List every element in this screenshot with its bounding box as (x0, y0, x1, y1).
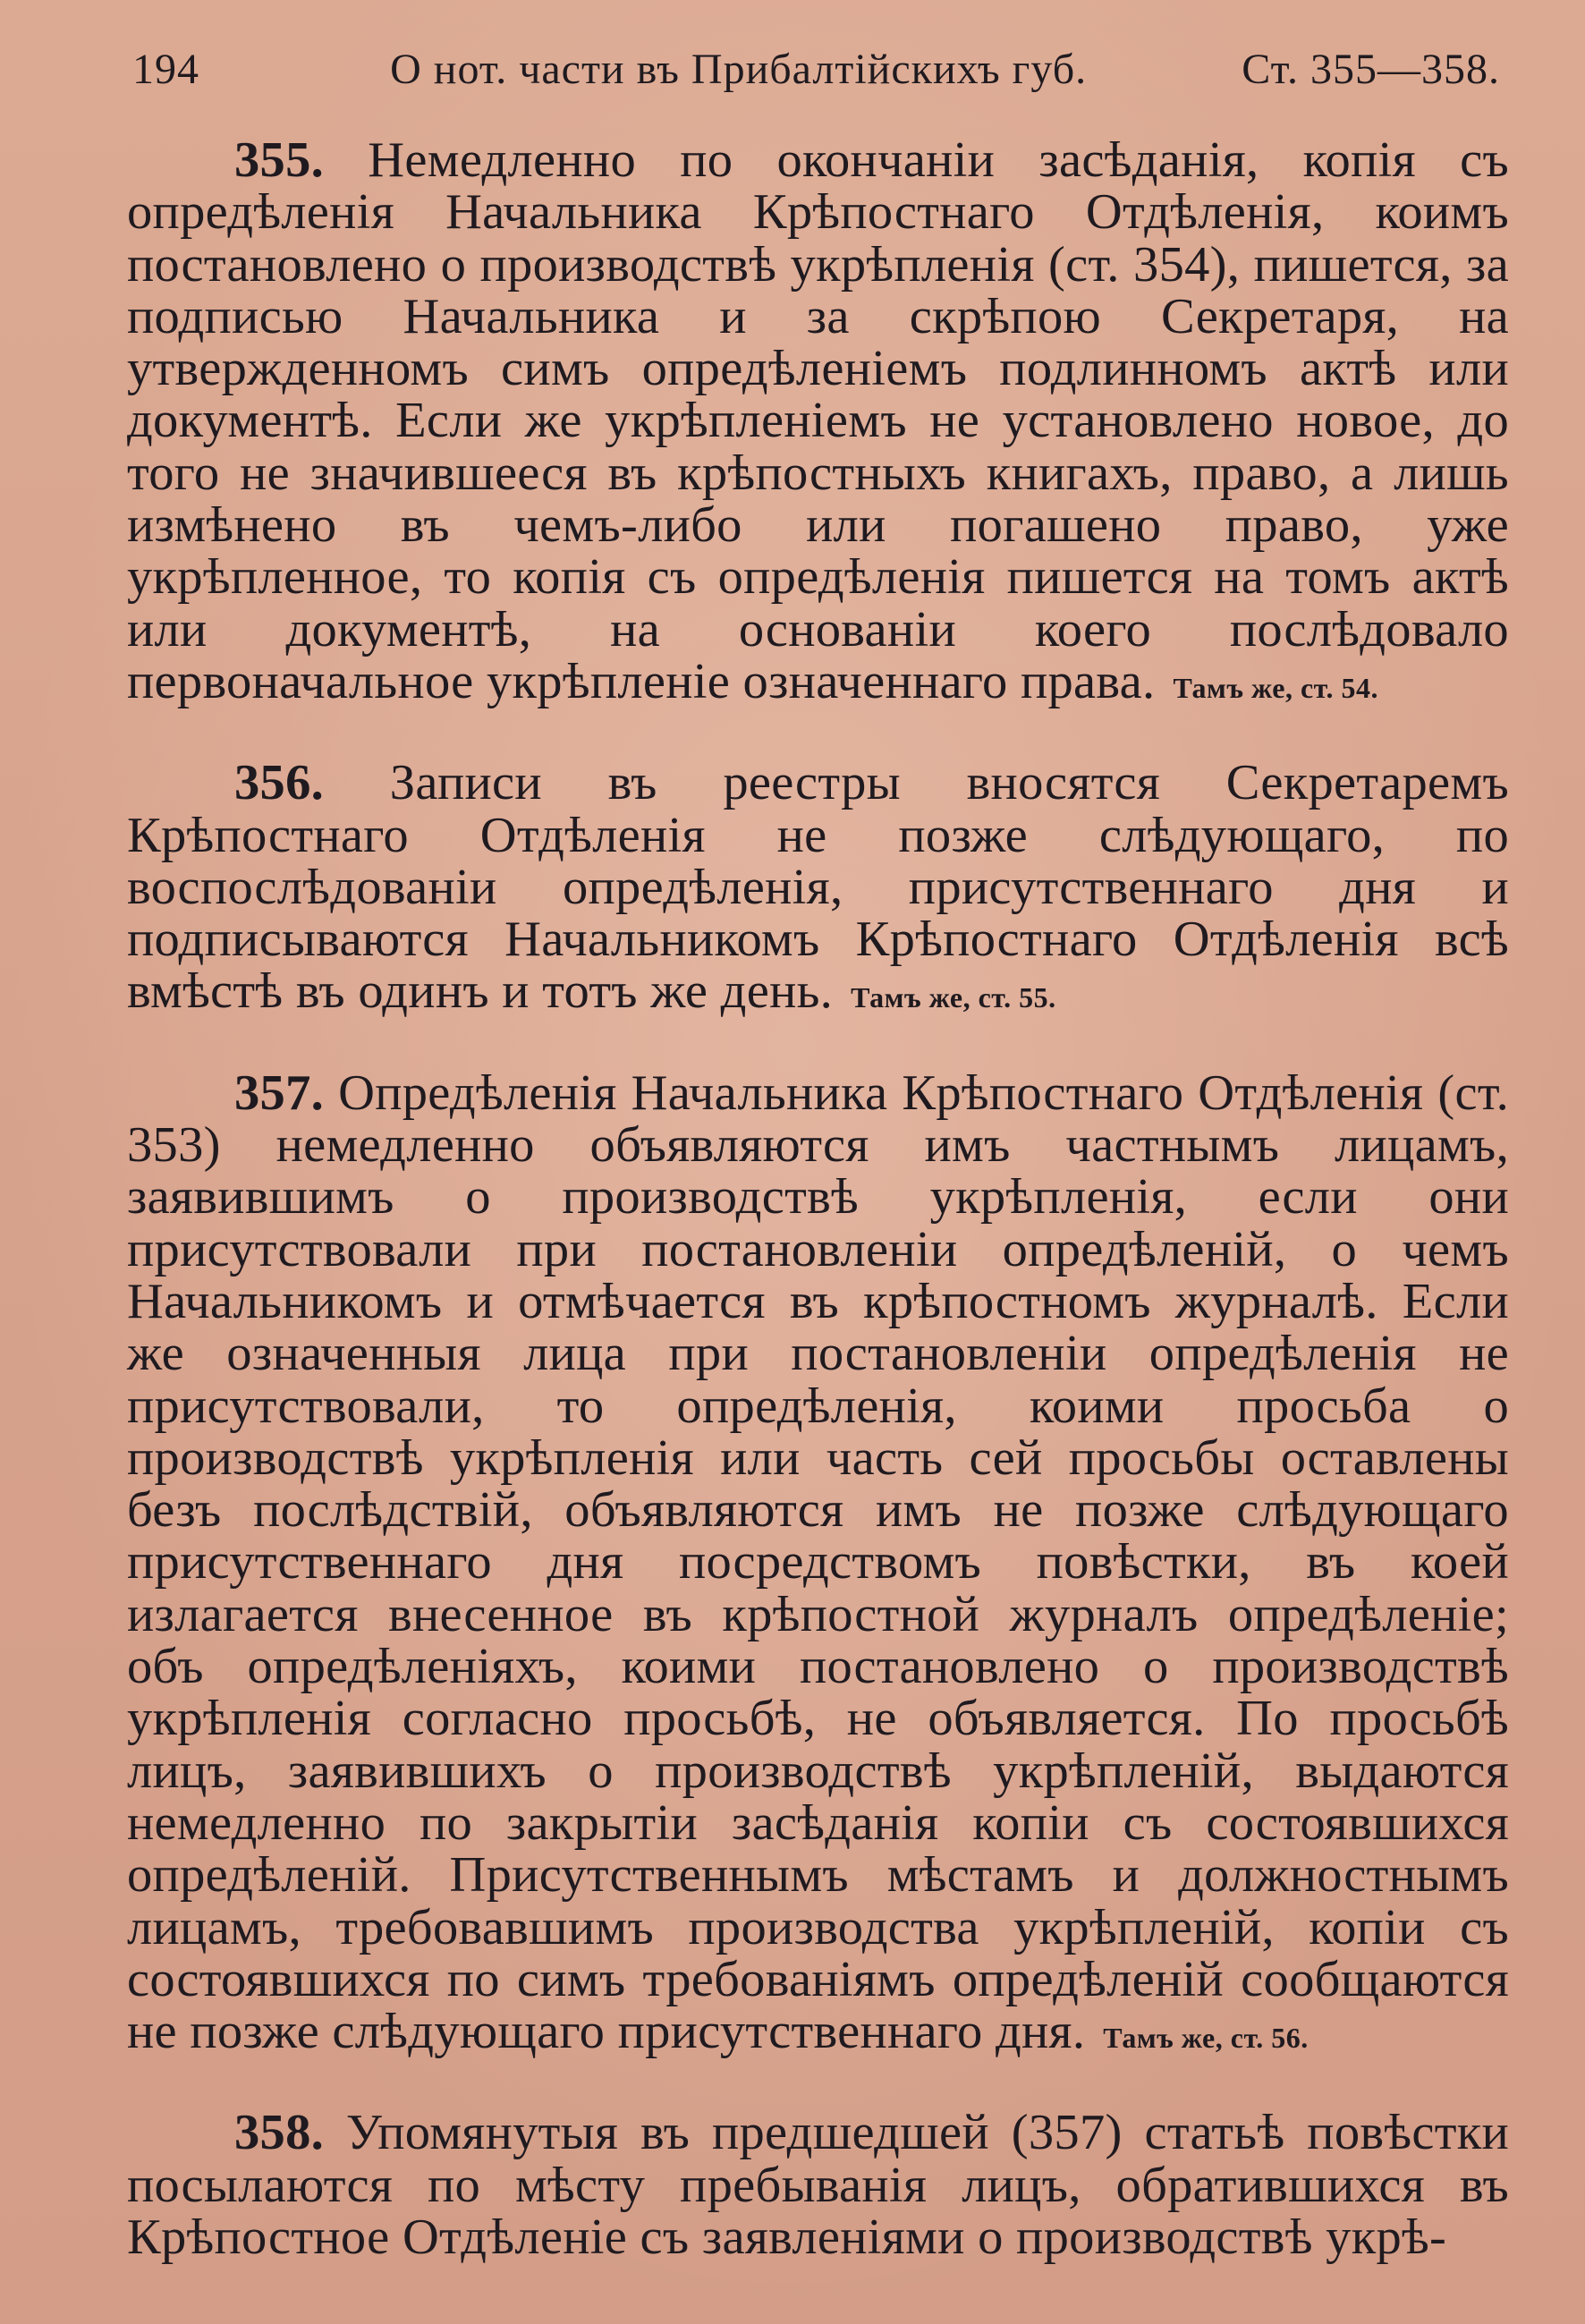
article-356 (127, 757, 1509, 1023)
running-title: О нот. части въ Прибалтійскихъ губ. (390, 45, 1088, 93)
article-text: Немедленно по окончаніи засѣданія, копія съ опредѣленія Начальника Крѣпостнаго Отдѣленія, коимъ постановлено о производствѣ укрѣпленія (ст. 354), пишется, за подписью Начальника и за скрѣпою Секретаря, на утвержденномъ симъ опредѣленіемъ подлинномъ актѣ или документѣ. Если же укрѣпленіемъ не установлено новое, до того не значившееся въ крѣпостныхъ книгахъ, право, а лишь измѣнено въ чемъ-либо или погашено право, уже укрѣпленное, то копія съ опредѣленія пишется на томъ актѣ или документѣ, на основаніи коего послѣдовало первоначальное укрѣпленіе означеннаго права. (127, 132, 1509, 709)
article-355 (127, 134, 1509, 714)
article-text: Упомянутыя въ предшедшей (357) статьѣ повѣстки посылаются по мѣсту пребыванія лицъ, обратившихся въ Крѣпостное Отдѣленіе съ заявленіями о производствѣ укрѣ- (127, 2105, 1509, 2265)
page-number: 194 (132, 45, 199, 93)
source-reference: Тамъ же, ст. 55. (851, 981, 1056, 1014)
source-reference: Тамъ же, ст. 56. (1103, 2022, 1309, 2055)
articles-range: Ст. 355—358. (1242, 45, 1500, 93)
article-number: 358. (234, 2105, 325, 2161)
article-number: 357. (234, 1064, 325, 1121)
article-text: Опредѣленія Начальника Крѣпостнаго Отдѣленія (ст. 353) немедленно объявляются имъ частнымъ лицамъ, заявившимъ о производствѣ укрѣпленія, если они присутствовали при постановленіи опредѣленій, о чемъ Начальникомъ и отмѣчается въ крѣпостномъ журналѣ. Если же означенныя лица при постановленіи опредѣленія не присутствовали, то опредѣленія, коими просьба о производствѣ укрѣпленія или часть сей просьбы оставлены безъ послѣдствій, объявляются имъ не позже слѣдующаго присутственнаго дня посредствомъ повѣстки, въ коей излагается внесенное въ крѣпостной журналъ опредѣленіе; объ опредѣленіяхъ, коими постановлено о производствѣ укрѣпленія согласно просьбѣ, не объявляется. По просьбѣ лицъ, заявившихъ о производствѣ укрѣпленій, выдаются немедленно по закрытіи засѣданія копіи съ состоявшихся опредѣленій. Присутственнымъ мѣстамъ и должностнымъ лицамъ, требовавшимъ производства укрѣпленій, копіи съ состоявшихся по симъ требованіямъ опредѣленій сообщаются не позже слѣдующаго присутственнаго дня. (127, 1064, 1509, 2060)
article-paragraph (127, 2107, 1509, 2269)
page-body (127, 134, 1509, 2269)
article-358 (127, 2107, 1509, 2269)
running-head (132, 38, 1500, 100)
article-paragraph (127, 757, 1509, 1023)
article-text: Записи въ реестры вносятся Секретаремъ Крѣпостнаго Отдѣленія не позже слѣдующаго, по воспослѣдованіи опредѣленія, присутственнаго дня и подписываются Начальникомъ Крѣпостнаго Отдѣленія всѣ вмѣстѣ въ одинъ и тотъ же день. (127, 755, 1509, 1020)
source-reference: Тамъ же, ст. 54. (1173, 671, 1378, 704)
article-paragraph (127, 1064, 1509, 2065)
article-number: 355. (234, 132, 325, 188)
article-357 (127, 1064, 1509, 2065)
article-paragraph (127, 134, 1509, 714)
article-number: 356. (234, 755, 325, 811)
